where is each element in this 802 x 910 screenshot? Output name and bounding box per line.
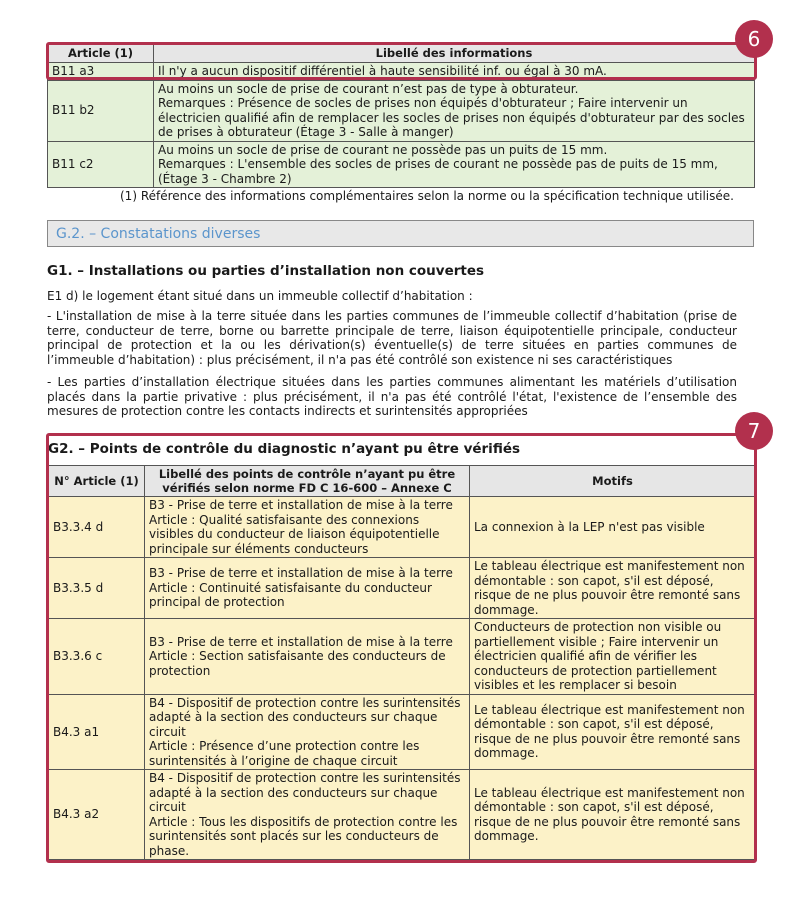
section-title-bar: G.2. – Constatations diverses: [47, 220, 754, 247]
row-description: B3 - Prise de terre et installation de mise à la terre Article : Section satisfaisante des conducteurs de protection: [145, 619, 470, 695]
header-motifs: Motifs: [470, 466, 756, 497]
unverified-points-table: [48, 465, 756, 860]
annotation-badge-6: 6: [735, 20, 773, 58]
row-description: B4 - Dispositif de protection contre les surintensités adapté à la section des conducteurs sur chaque circuit Article : Tous les dispositifs de protection contre les surintensités sont placés sur les conducteurs de phase.: [145, 770, 470, 860]
table-footnote: (1) Référence des informations complémentaires selon la norme ou la spécification technique utilisée.: [120, 189, 734, 203]
row-code: B11 c2: [48, 141, 154, 188]
header-libelle: Libellé des points de contrôle n’ayant pu être vérifiés selon norme FD C 16-600 – Annexe C: [145, 466, 470, 497]
row-text: Au moins un socle de prise de courant ne possède pas un puits de 15 mm. Remarques : L'ensemble des socles de prises de courant ne possède pas de puits de 15 mm, (Étage 3 - Chambre 2): [154, 141, 755, 188]
table-row: [48, 80, 755, 141]
row-motif: La connexion à la LEP n'est pas visible: [470, 497, 756, 558]
g1-title: G1. – Installations ou parties d’installation non couvertes: [47, 263, 485, 279]
table-row: [49, 558, 756, 619]
table-header-row: [49, 466, 756, 497]
row-text: Il n'y a aucun dispositif différentiel à haute sensibilité inf. ou égal à 30 mA.: [154, 62, 755, 80]
header-article-number: N° Article (1): [49, 466, 145, 497]
row-description: B3 - Prise de terre et installation de mise à la terre Article : Continuité satisfaisante du conducteur principal de protection: [145, 558, 470, 619]
g1-intro: E1 d) le logement étant situé dans un immeuble collectif d’habitation :: [47, 289, 473, 303]
row-motif: Le tableau électrique est manifestement non démontable : son capot, s'il est déposé, risque de ne plus pouvoir être remonté sans dommage.: [470, 770, 756, 860]
row-code: B11 a3: [48, 62, 154, 80]
row-description: B3 - Prise de terre et installation de mise à la terre Article : Qualité satisfaisante des connexions visibles du conducteur de liaison équipotentielle principale sur éléments conducteurs: [145, 497, 470, 558]
table-row: [49, 770, 756, 860]
row-code: B4.3 a1: [49, 694, 145, 770]
row-code: B3.3.5 d: [49, 558, 145, 619]
g1-paragraph-1: - L'installation de mise à la terre située dans les parties communes de l’immeuble collectif d’habitation (prise de terre, conducteur de terre, borne ou barrette principale de terre, liaison équipotentielle principale, conducteur principal de protection et la ou les dérivation(s) éventuelle(s) de terre situées en parties communes de l’immeuble d’habitation) : plus précisément, il n'a pas été contrôlé son existence ni ses caractéristiques: [47, 309, 737, 368]
row-text: Au moins un socle de prise de courant n’est pas de type à obturateur. Remarques : Présence de socles de prises non équipés d'obturateur ; Faire intervenir un électricien qualifié afin de remplacer les socles de prises non équipés d'obturateur par des socles de prises à obturateur (Étage 3 - Salle à manger): [154, 80, 755, 141]
table-row: [49, 619, 756, 695]
table-row: [49, 497, 756, 558]
row-motif: Conducteurs de protection non visible ou partiellement visible ; Faire intervenir un électricien qualifié afin de vérifier les conducteurs de protection partiellement visibles et les remplacer si besoin: [470, 619, 756, 695]
table-header-row: [48, 45, 755, 63]
annotation-badge-7: 7: [735, 412, 773, 450]
g2-title: G2. – Points de contrôle du diagnostic n’ayant pu être vérifiés: [48, 441, 521, 457]
row-code: B11 b2: [48, 80, 154, 141]
row-code: B3.3.6 c: [49, 619, 145, 695]
header-libelle: Libellé des informations: [154, 45, 755, 63]
row-code: B3.3.4 d: [49, 497, 145, 558]
header-article: Article (1): [48, 45, 154, 63]
row-description: B4 - Dispositif de protection contre les surintensités adapté à la section des conducteurs sur chaque circuit Article : Présence d’une protection contre les surintensités à l’origine de chaque circuit: [145, 694, 470, 770]
row-motif: Le tableau électrique est manifestement non démontable : son capot, s'il est déposé, risque de ne plus pouvoir être remonté sans dommage.: [470, 558, 756, 619]
information-table: [47, 44, 755, 188]
row-code: B4.3 a2: [49, 770, 145, 860]
table-row: [48, 62, 755, 80]
g1-paragraph-2: - Les parties d’installation électrique situées dans les parties communes alimentant les matériels d’utilisation placés dans la partie privative : plus précisément, il n'a pas été contrôlé l'état, l'existence de l’ensemble des mesures de protection contre les contacts indirects et surintensités appropriées: [47, 375, 737, 419]
table-row: [48, 141, 755, 188]
table-row: [49, 694, 756, 770]
row-motif: Le tableau électrique est manifestement non démontable : son capot, s'il est déposé, risque de ne plus pouvoir être remonté sans dommage.: [470, 694, 756, 770]
